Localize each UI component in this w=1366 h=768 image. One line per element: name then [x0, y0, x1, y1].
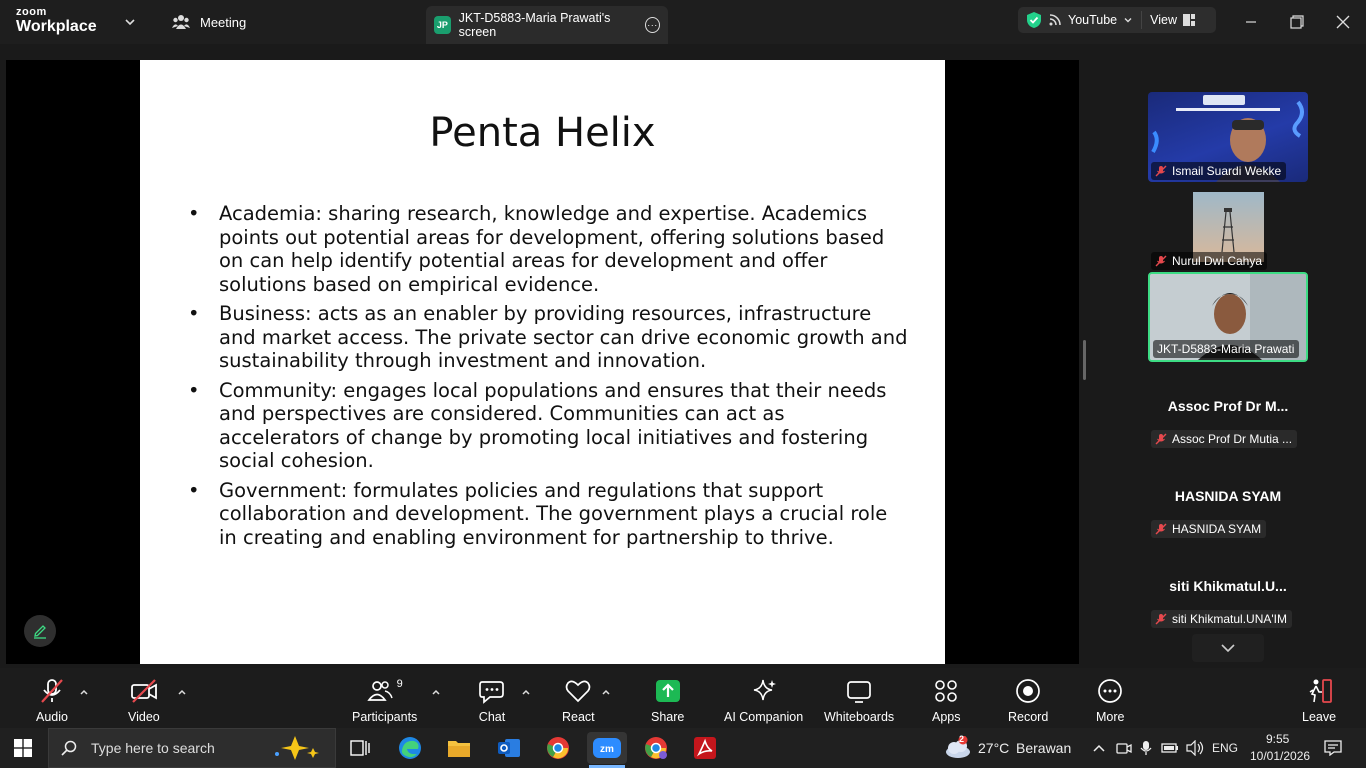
participant-tile[interactable] [1148, 92, 1308, 182]
search-icon [61, 740, 77, 756]
chevron-down-icon [1220, 643, 1236, 653]
windows-start-icon[interactable] [14, 739, 32, 762]
chevron-up-icon[interactable] [78, 686, 90, 698]
participant-name: Ismail Suardi Wekke [1172, 164, 1282, 178]
youtube-stream-button[interactable] [1018, 7, 1141, 33]
leave-button[interactable] [1302, 678, 1336, 724]
participant-tile[interactable] [1148, 182, 1308, 272]
chevron-up-icon[interactable] [1092, 741, 1106, 759]
apps-icon [932, 678, 960, 704]
chevron-up-icon[interactable] [600, 686, 612, 698]
record-button[interactable] [1008, 678, 1048, 724]
active-speaker-tile[interactable] [1148, 272, 1308, 362]
participant-display-name: siti Khikmatul.U... [1169, 578, 1287, 594]
participant-name: HASNIDA SYAM [1172, 522, 1262, 536]
presentation-slide [140, 60, 945, 664]
more-icon [1096, 678, 1124, 704]
view-label: View [1150, 13, 1177, 27]
microphone-muted-icon [1155, 165, 1167, 177]
chat-label: Chat [478, 710, 506, 724]
participant-display-name: Assoc Prof Dr M... [1167, 398, 1289, 414]
meeting-label: Meeting [200, 14, 247, 30]
stream-view-group [1018, 7, 1216, 33]
slide-bullet-list [188, 202, 908, 555]
annotate-pencil-icon[interactable] [24, 615, 56, 647]
edge-browser-icon[interactable] [390, 732, 430, 764]
title-bar [0, 0, 1366, 44]
chrome-profile-icon[interactable] [636, 732, 676, 764]
logo-big-text: Workplace [16, 18, 97, 35]
share-label: Share [651, 710, 685, 724]
heart-icon [564, 678, 592, 704]
file-explorer-icon[interactable] [439, 732, 479, 764]
windows-taskbar [0, 728, 1366, 768]
whiteboard-icon [845, 678, 873, 704]
record-icon [1014, 678, 1042, 704]
shield-check-icon [1026, 11, 1042, 29]
microphone-muted-icon [1155, 255, 1167, 267]
react-label: React [562, 710, 595, 724]
participants-label: Participants [352, 710, 418, 724]
share-button[interactable] [651, 678, 684, 724]
record-label: Record [1008, 710, 1049, 724]
weather-badge: 2 [959, 734, 965, 744]
apps-button[interactable] [932, 678, 961, 724]
more-label: More [1096, 710, 1125, 724]
share-screen-icon [654, 678, 682, 704]
zoom-workplace-logo[interactable] [16, 7, 97, 35]
meeting-tab[interactable] [172, 10, 246, 34]
whiteboards-button[interactable] [824, 678, 894, 724]
task-view-icon[interactable] [340, 732, 380, 764]
battery-icon[interactable] [1161, 741, 1179, 760]
youtube-label: YouTube [1068, 13, 1118, 27]
participant-name: Nurul Dwi Cahya [1172, 254, 1263, 268]
chevron-up-icon[interactable] [430, 686, 442, 698]
apps-label: Apps [932, 710, 961, 724]
volume-icon[interactable] [1186, 740, 1204, 761]
broadcast-icon [1048, 13, 1062, 27]
grid-view-icon [1183, 14, 1195, 26]
participant-name-label [1151, 252, 1267, 270]
microphone-muted-icon [1155, 433, 1167, 445]
sparkle-icon [750, 678, 778, 704]
video-label: Video [128, 710, 160, 724]
weather-description[interactable]: Berawan [1016, 740, 1072, 756]
zoom-app-icon[interactable] [587, 732, 627, 764]
react-button[interactable] [562, 678, 595, 724]
participant-tile[interactable] [1148, 392, 1308, 482]
weather-cloud-icon[interactable] [944, 736, 972, 765]
microphone-muted-icon [1155, 523, 1167, 535]
ai-companion-label: AI Companion [724, 710, 804, 724]
chevron-down-icon[interactable] [122, 14, 138, 30]
participant-name: JKT-D5883-Maria Prawati [1157, 342, 1295, 356]
participants-button[interactable] [352, 678, 417, 724]
participant-name-label [1153, 340, 1299, 358]
gallery-scroll-down-button[interactable] [1192, 634, 1264, 662]
ai-companion-button[interactable] [724, 678, 803, 724]
chrome-icon[interactable] [538, 732, 578, 764]
panel-resize-handle[interactable] [1083, 340, 1086, 380]
clock-time[interactable]: 9:55 [1266, 732, 1290, 746]
participant-name: siti Khikmatul.UNA'IM [1172, 612, 1287, 626]
participants-count: 9 [396, 678, 403, 690]
participants-icon [367, 678, 393, 704]
more-button[interactable] [1096, 678, 1124, 724]
participant-tile[interactable] [1148, 572, 1308, 632]
whiteboards-label: Whiteboards [824, 710, 895, 724]
meeting-controls-bar [0, 668, 1366, 728]
acrobat-icon[interactable] [685, 732, 725, 764]
taskbar-search-input[interactable] [48, 728, 336, 768]
view-button[interactable] [1142, 7, 1203, 33]
microphone-icon[interactable] [1140, 740, 1152, 761]
participant-tile[interactable] [1148, 482, 1308, 572]
chat-button[interactable] [478, 678, 506, 724]
restore-icon[interactable] [1287, 12, 1307, 32]
language-indicator[interactable]: ENG [1212, 741, 1239, 755]
close-icon[interactable] [1333, 12, 1353, 32]
participant-name: Assoc Prof Dr Mutia ... [1172, 432, 1293, 446]
bullet-business: • Business: acts as an enabler by providing resources, infrastructure and market access. The private sector can drive economic growth and sustainability through investment and innovation. [188, 302, 908, 373]
notification-center-icon[interactable] [1324, 740, 1342, 761]
search-highlight-sparkle-icon [269, 734, 325, 762]
slide-title: Penta Helix [429, 110, 656, 156]
temperature-text[interactable]: 27°C [978, 740, 1010, 756]
bullet-government: • Government: formulates policies and regulations that support collaboration and development. The government plays a crucial role in creating and enabling environment for partnership to thrive. [188, 479, 908, 550]
logo-small-text: zoom [16, 6, 47, 18]
minimize-icon[interactable] [1241, 12, 1261, 32]
outlook-icon[interactable] [489, 732, 529, 764]
participant-name-label [1151, 162, 1286, 180]
screen-share-tab[interactable] [426, 6, 668, 44]
participants-icon-group [367, 678, 403, 704]
participant-name-label [1151, 430, 1297, 448]
microphone-muted-icon [39, 678, 65, 704]
clock-date[interactable]: 10/01/2026 [1250, 749, 1311, 763]
participant-name-label [1151, 520, 1266, 538]
leave-label: Leave [1302, 710, 1337, 724]
search-placeholder: Type here to search [91, 740, 215, 756]
more-options-icon[interactable]: ··· [645, 17, 660, 33]
video-button[interactable] [128, 678, 160, 724]
svg-text:zm: zm [600, 744, 614, 755]
chevron-down-icon [1123, 15, 1133, 25]
microphone-muted-icon [1155, 613, 1167, 625]
participant-name-label [1151, 610, 1292, 628]
chat-icon [478, 678, 506, 704]
screen-share-title: JKT-D5883-Maria Prawati's screen [458, 11, 611, 39]
participant-display-name: HASNIDA SYAM [1174, 488, 1282, 504]
chevron-up-icon[interactable] [176, 686, 188, 698]
chevron-up-icon[interactable] [520, 686, 532, 698]
leave-icon [1305, 678, 1333, 704]
audio-button[interactable] [36, 678, 68, 724]
presenter-badge: JP [434, 16, 451, 34]
bullet-academia: • Academia: sharing research, knowledge and expertise. Academics points out potential areas for development, offering solutions based on can help identify potential areas for development and offer solutions based on empirical evidence. [188, 202, 908, 296]
camera-in-use-icon[interactable] [1116, 740, 1132, 761]
video-off-icon [130, 678, 158, 704]
meeting-icon [172, 14, 190, 30]
bullet-community: • Community: engages local populations and ensures that their needs and perspectives are considered. Communities can act as accelerators of change by promoting local initiatives and fostering social cohesion. [188, 379, 908, 473]
audio-label: Audio [36, 710, 68, 724]
